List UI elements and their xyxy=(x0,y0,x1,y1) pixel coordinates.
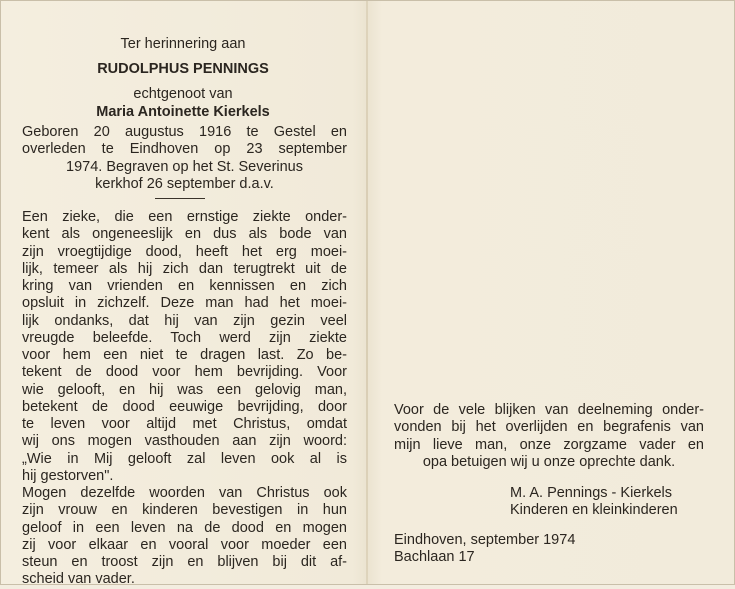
thanks-line: mijn lieve man, onze zorgzame vader en xyxy=(394,436,704,453)
body-line: zijn vroegtijdige dood, heeft het erg moei- xyxy=(22,243,347,260)
body-line: lijk ondanks, dat hij van zijn gezin veel xyxy=(22,312,347,329)
body-line: zij voor elkaar en vooral voor moeder een xyxy=(22,536,347,553)
right-panel xyxy=(368,0,735,585)
body-line: tekent de dood voor hem bevrijding. Voor xyxy=(22,364,347,381)
body-line: te leven voor altijd met Christus, omdat xyxy=(22,416,347,432)
body-line: „Wie in Mij gelooft zal leven ook al is xyxy=(22,450,347,467)
body-line: Mogen dezelfde woorden van Christus ook xyxy=(22,485,347,501)
body-line: vreugde beleefde. Toch werd zijn ziekte xyxy=(22,329,347,346)
body-line: opsluit in zichzelf. Deze man had het moei- xyxy=(22,295,347,312)
thanks-line: vonden bij het overlijden en begrafenis van xyxy=(394,419,704,436)
thanks-text xyxy=(394,402,704,471)
thanks-line: Voor de vele blijken van deelneming onder- xyxy=(394,402,704,418)
body-line: scheid van vader. xyxy=(22,571,135,588)
body-line: wie gelooft, en hij was een gelovig man, xyxy=(22,381,347,398)
meditation-text xyxy=(22,209,347,589)
life-dates xyxy=(22,124,347,193)
body-line: Een zieke, die een ernstige ziekte onder- xyxy=(22,209,347,225)
address: Bachlaan 17 xyxy=(394,549,475,566)
body-line: zijn vrouw en kinderen bevestigen in hun xyxy=(22,502,347,519)
header-in-memory: Ter herinnering aan xyxy=(120,36,246,52)
body-line: hij gestorven". xyxy=(22,467,114,484)
spouse-name: Maria Antoinette Kierkels xyxy=(96,104,270,120)
place-date: Eindhoven, september 1974 xyxy=(394,532,576,548)
header-spouse-of: echtgenoot van xyxy=(133,86,233,102)
deceased-name: RUDOLPHUS PENNINGS xyxy=(97,61,269,77)
body-line: geloof in een leven na de dood en mogen xyxy=(22,519,347,536)
intro-line: overleden te Eindhoven op 23 september xyxy=(22,141,347,158)
signature-widow: M. A. Pennings - Kierkels xyxy=(510,485,672,501)
intro-line: kerkhof 26 september d.a.v. xyxy=(95,175,274,192)
body-line: voor hem een niet te dragen last. Zo be- xyxy=(22,347,347,363)
body-line: betekent de dood eeuwige bevrijding, door xyxy=(22,398,347,415)
body-line: lijk, temeer als hij zich dan terugtrekt uit de xyxy=(22,260,347,277)
body-line: wij ons mogen vasthouden aan zijn woord: xyxy=(22,433,347,450)
signature-family: Kinderen en kleinkinderen xyxy=(510,502,678,519)
left-panel xyxy=(0,0,366,588)
signature xyxy=(510,485,678,520)
body-line: steun en troost zijn en blijven bij dit af- xyxy=(22,554,347,570)
section-divider xyxy=(155,198,205,199)
body-line: kring van vrienden en kennissen en zich xyxy=(22,278,347,294)
intro-line: Geboren 20 augustus 1916 te Gestel en xyxy=(22,124,347,140)
place-and-address xyxy=(394,532,575,567)
intro-line: 1974. Begraven op het St. Severinus xyxy=(66,158,303,175)
thanks-line: opa betuigen wij u onze oprechte dank. xyxy=(422,453,676,470)
body-line: kent als ongeneeslijk en dus als bode van xyxy=(22,226,347,243)
